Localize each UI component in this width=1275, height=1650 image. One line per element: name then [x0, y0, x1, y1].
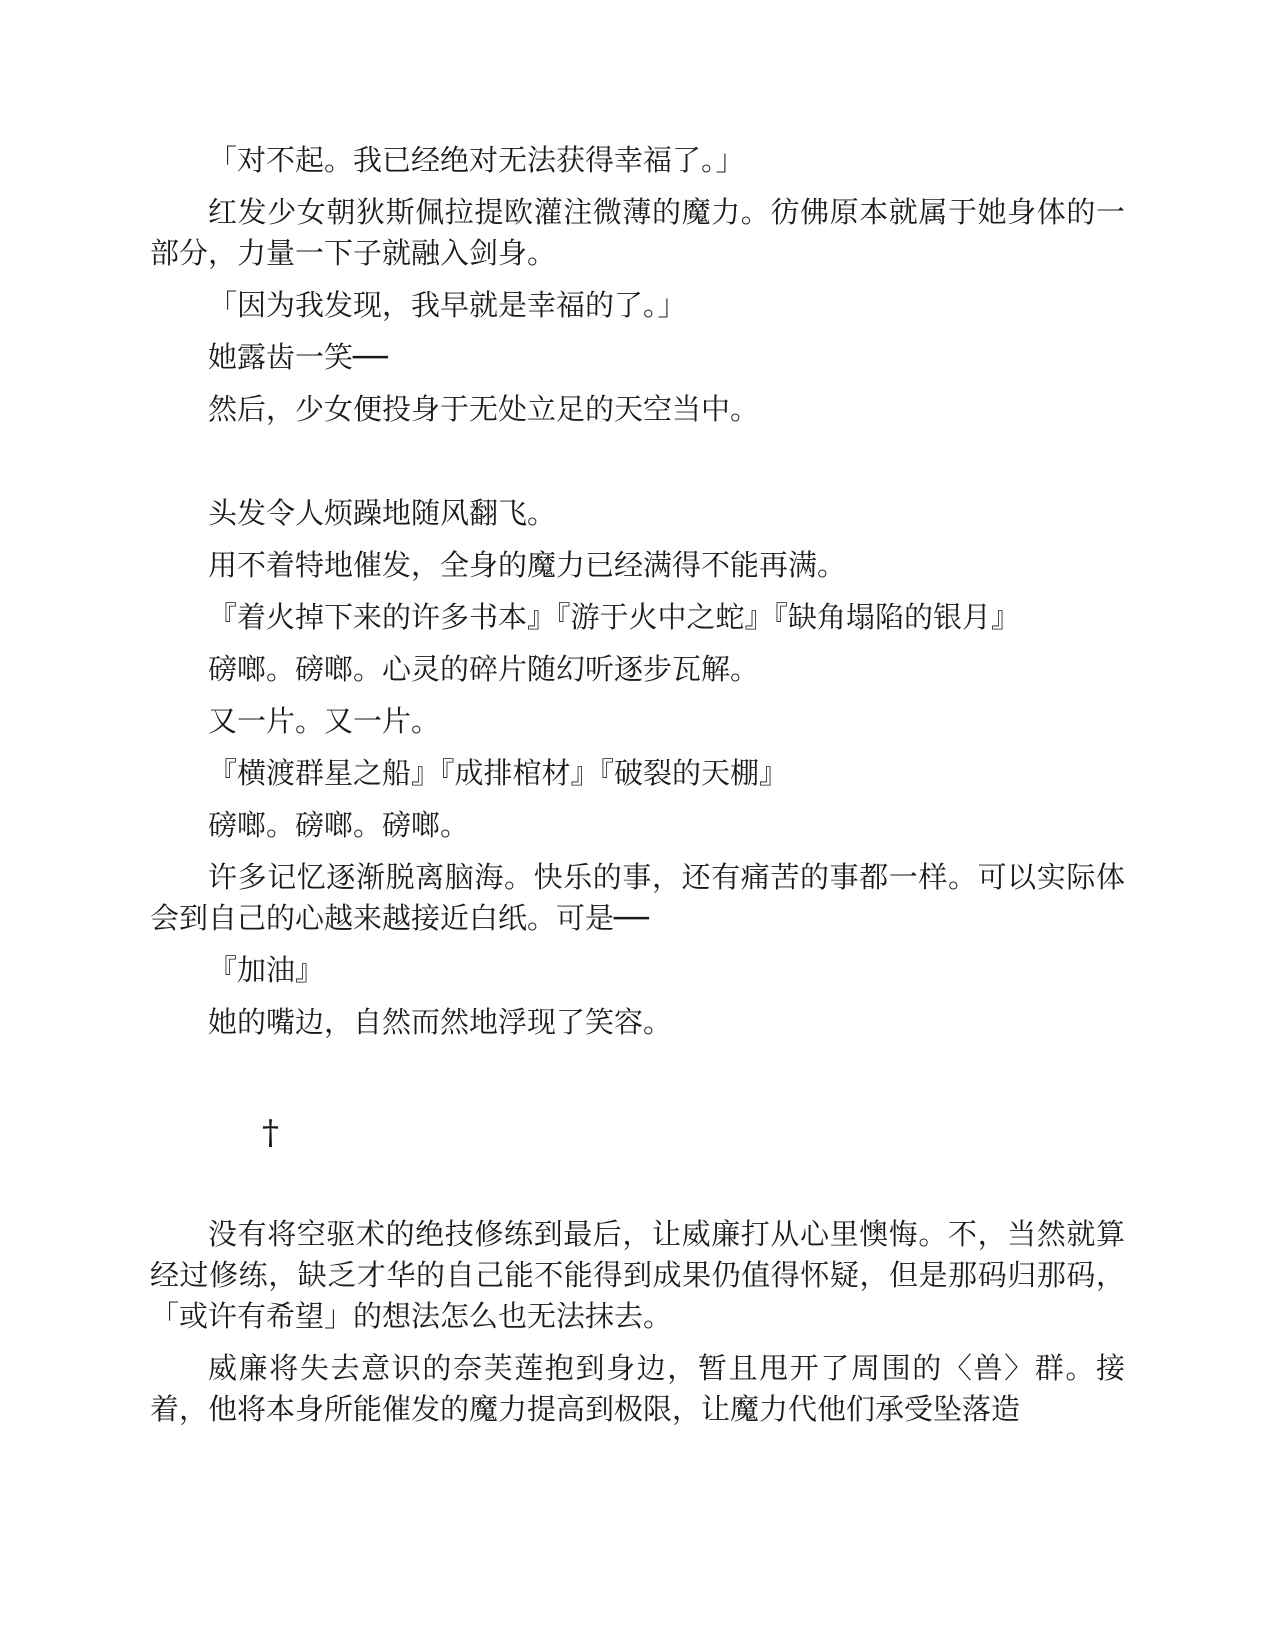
paragraph-shatter-1: 磅啷。磅啷。心灵的碎片随幻听逐步瓦解。: [208, 652, 760, 686]
paragraph-willem-regret: 没有将空驱术的绝技修练到最后，让威廉打从心里懊悔。不，当然就算经过修练，缺乏才华的自己能不能得到成果仍值得怀疑，但是那码归那码，「或许有希望」的想法怎么也无法抹去。: [150, 1217, 1125, 1333]
paragraph-magic-sword: 红发少女朝狄斯佩拉提欧灌注微薄的魔力。彷佛原本就属于她身体的一部分，力量一下子就融入剑身。: [150, 195, 1125, 270]
paragraph-memories-2: 『横渡群星之船』『成排棺材』『破裂的天棚』: [208, 756, 789, 790]
paragraph-another: 又一片。又一片。: [208, 704, 441, 738]
paragraph-mana-full: 用不着特地催发，全身的魔力已经满得不能再满。: [208, 548, 847, 582]
paragraph-apology: 「对不起。我已经绝对无法获得幸福了。」: [208, 143, 745, 177]
paragraph-memories-1: 『着火掉下来的许多书本』『游于火中之蛇』『缺角塌陷的银月』: [208, 600, 1021, 634]
dagger-icon: †: [262, 1113, 279, 1153]
paragraph-shatter-2: 磅啷。磅啷。磅啷。: [208, 808, 470, 842]
paragraph-happy: 「因为我发现，我早就是幸福的了。」: [208, 288, 687, 322]
paragraph-willem-catch: 威廉将失去意识的奈芙莲抱到身边，暂且甩开了周围的〈兽〉群。接着，他将本身所能催发的魔力提高到极限，让魔力代他们承受坠落造: [150, 1351, 1125, 1426]
paragraph-leap: 然后，少女便投身于无处立足的天空当中。: [208, 392, 760, 426]
paragraph-blank-heart: 许多记忆逐渐脱离脑海。快乐的事，还有痛苦的事都一样。可以实际体会到自己的心越来越接近白纸。可是──: [150, 860, 1125, 935]
paragraph-cheer: 『加油』: [208, 953, 325, 987]
paragraph-smile: 她露齿一笑──: [208, 340, 388, 374]
section-divider: [150, 1054, 1125, 1214]
paragraph-hair: 头发令人烦躁地随风翻飞。: [208, 496, 557, 530]
page-body: [150, 140, 1125, 1441]
scene-break-gap: [150, 441, 1125, 493]
paragraph-her-smile: 她的嘴边，自然而然地浮现了笑容。: [208, 1005, 673, 1039]
